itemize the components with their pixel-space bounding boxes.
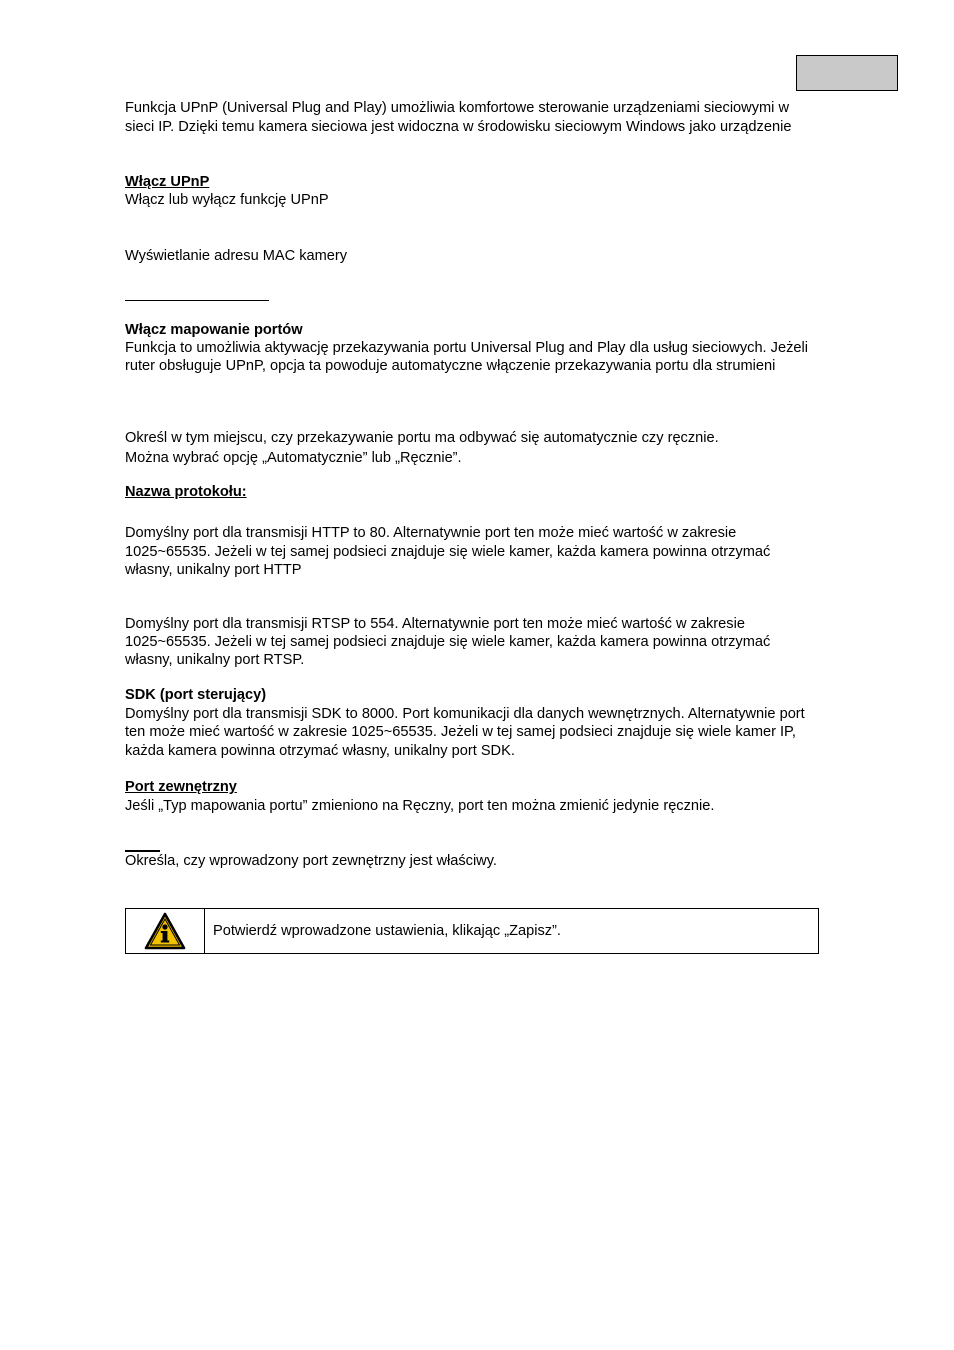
- blank-heading-rule: [125, 300, 269, 301]
- language-tab: [796, 55, 898, 91]
- sdk-heading: SDK (port sterujący): [125, 687, 267, 703]
- http-line-2: 1025~65535. Jeżeli w tej samej podsieci znajduje się wiele kamer, każda kamera powinna otrzymać: [125, 544, 771, 560]
- port-mapping-line-1: Funkcja to umożliwia aktywację przekazywania portu Universal Plug and Play dla usług sieciowych. Jeżeli: [125, 340, 808, 356]
- http-line-3: własny, unikalny port HTTP: [125, 562, 302, 578]
- info-warning-icon: [144, 912, 186, 950]
- notice-box: [125, 908, 819, 954]
- rtsp-line-1: Domyślny port dla transmisji RTSP to 554. Alternatywnie port ten może mieć wartość w zakresie: [125, 616, 745, 632]
- notice-icon-cell: [126, 909, 205, 953]
- intro-line-1: Funkcja UPnP (Universal Plug and Play) umożliwia komfortowe sterowanie urządzeniami sieciowymi w: [125, 100, 790, 116]
- protocol-heading: Nazwa protokołu:: [125, 484, 247, 500]
- sdk-line-1: Domyślny port dla transmisji SDK to 8000. Port komunikacji dla danych wewnętrznych. Alternatywnie port: [125, 706, 805, 722]
- http-line-1: Domyślny port dla transmisji HTTP to 80. Alternatywnie port ten może mieć wartość w zakresie: [125, 525, 737, 541]
- rtsp-line-2: 1025~65535. Jeżeli w tej samej podsieci znajduje się wiele kamer, każda kamera powinna otrzymać: [125, 634, 771, 650]
- mapping-type-line-1: Określ w tym miejscu, czy przekazywanie portu ma odbywać się automatycznie czy ręcznie.: [125, 430, 719, 446]
- notice-text: Potwierdź wprowadzone ustawienia, klikając „Zapisz”.: [213, 922, 561, 939]
- notice-text-cell: [205, 909, 818, 953]
- external-port-heading: Port zewnętrzny: [125, 779, 237, 795]
- intro-line-2: sieci IP. Dzięki temu kamera sieciowa jest widoczna w środowisku sieciowym Windows jako urządzenie: [125, 119, 792, 135]
- mapping-type-line-2: Można wybrać opcję „Automatycznie” lub „Ręcznie”.: [125, 450, 462, 466]
- sdk-line-3: każda kamera powinna otrzymać własny, unikalny port SDK.: [125, 743, 515, 759]
- upnp-heading: Włącz UPnP: [125, 174, 210, 190]
- mac-desc: Wyświetlanie adresu MAC kamery: [125, 248, 348, 264]
- status-desc: Określa, czy wprowadzony port zewnętrzny jest właściwy.: [125, 853, 497, 869]
- port-mapping-heading: Włącz mapowanie portów: [125, 322, 303, 338]
- rtsp-line-3: własny, unikalny port RTSP.: [125, 652, 305, 668]
- port-mapping-line-2: ruter obsługuje UPnP, opcja ta powoduje automatyczne włączenie przekazywania portu dla strumieni: [125, 358, 776, 374]
- external-port-desc: Jeśli „Typ mapowania portu” zmieniono na Ręczny, port ten można zmienić jedynie ręcznie.: [125, 798, 715, 814]
- upnp-desc: Włącz lub wyłącz funkcję UPnP: [125, 192, 329, 208]
- sdk-line-2: ten może mieć wartość w zakresie 1025~65535. Jeżeli w tej samej podsieci znajduje się wiele kamer IP,: [125, 724, 796, 740]
